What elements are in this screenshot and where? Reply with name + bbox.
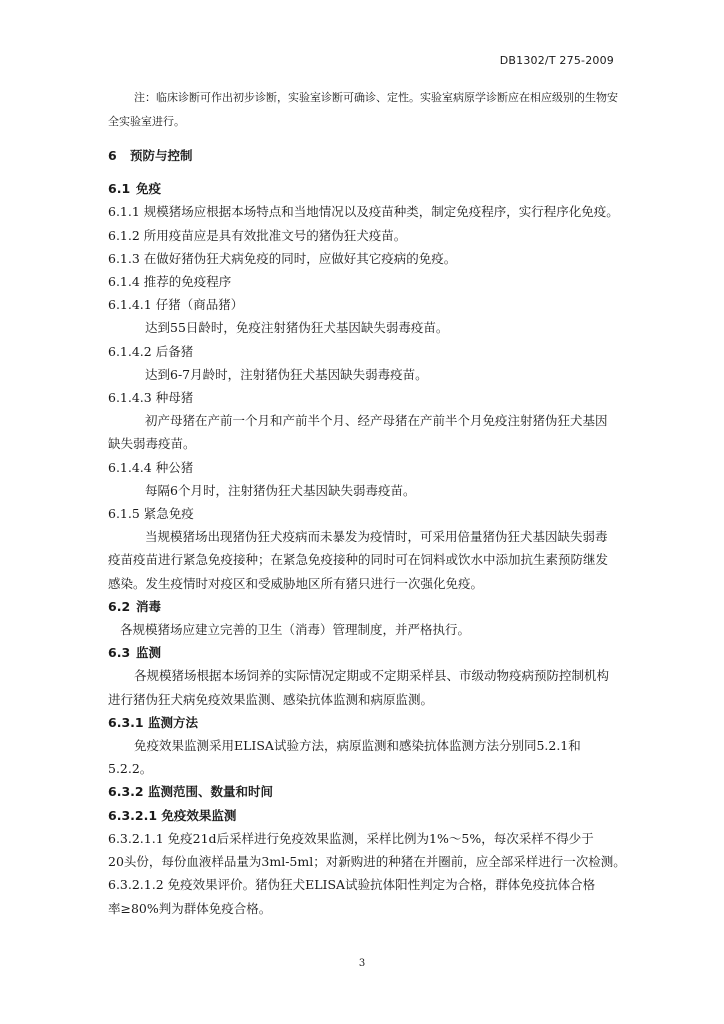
document-body bbox=[108, 86, 626, 920]
clause-6-1-5-body-1: 当规模猪场出现猪伪狂犬疫病而未暴发为疫情时，可采用倍量猪伪狂犬基因缺失弱毒 bbox=[145, 529, 608, 545]
section-6-3-1-number: 6.3.1 bbox=[108, 714, 144, 730]
section-6-3-body-2: 进行猪伪狂犬病免疫效果监测、感染抗体监测和病原监测。 bbox=[108, 691, 434, 707]
clause-6-1-4-1-title: 6.1.4.1 仔猪（商品猪） bbox=[108, 297, 244, 313]
clause-6-1-4-1-body: 达到55日龄时，免疫注射猪伪狂犬基因缺失弱毒疫苗。 bbox=[145, 320, 449, 336]
clause-6-1-5-body-2: 疫苗疫苗进行紧急免疫接种；在紧急免疫接种的同时可在饲料或饮水中添加抗生素预防继发 bbox=[108, 552, 609, 568]
clause-6-1-4-3-body-2: 缺失弱毒疫苗。 bbox=[108, 436, 196, 452]
note-line-2: 全实验室进行。 bbox=[108, 115, 185, 128]
section-6-3-1-heading bbox=[108, 711, 616, 734]
section-6-2-title: 消毒 bbox=[136, 598, 162, 614]
clause-6-1-4: 6.1.4 推荐的免疫程序 bbox=[108, 274, 232, 290]
section-6-2-number: 6.2 bbox=[108, 598, 131, 614]
clause-6-1-3: 6.1.3 在做好猪伪狂犬病免疫的同时，应做好其它疫病的免疫。 bbox=[108, 250, 457, 266]
clause-6-1-1: 6.1.1 规模猪场应根据本场特点和当地情况以及疫苗种类，制定免疫程序，实行程序化免疫。 bbox=[108, 204, 619, 220]
clause-6-1-4-3-title: 6.1.4.3 种母猪 bbox=[108, 390, 194, 406]
clause-6-1-4-4-body: 每隔6个月时，注射猪伪狂犬基因缺失弱毒疫苗。 bbox=[145, 482, 416, 498]
clause-6-1-5-body-3: 感染。发生疫情时对疫区和受威胁地区所有猪只进行一次强化免疫。 bbox=[108, 575, 484, 591]
section-6-title: 预防与控制 bbox=[130, 148, 193, 163]
document-code: DB1302/T 275-2009 bbox=[499, 54, 614, 67]
section-6-3-title: 监测 bbox=[136, 645, 162, 661]
section-6-number: 6 bbox=[108, 148, 117, 163]
section-6-2-heading bbox=[108, 595, 616, 618]
clause-6-1-4-2-body: 达到6-7月龄时，注射猪伪狂犬基因缺失弱毒疫苗。 bbox=[145, 366, 428, 382]
clause-6-1-5-title: 6.1.5 紧急免疫 bbox=[108, 506, 194, 522]
section-6-3-2-1-heading: 6.3.2.1 免疫效果监测 bbox=[108, 807, 237, 823]
section-6-3-1-title: 监测方法 bbox=[148, 714, 199, 730]
clause-6-3-2-1-1-line-1: 6.3.2.1.1 免疫21d后采样进行免疫效果监测，采样比例为1%～5%，每次采样不得少于 bbox=[108, 830, 594, 846]
clause-6-1-4-2-title: 6.1.4.2 后备猪 bbox=[108, 343, 194, 359]
section-6-3-1-body-2: 5.2.2。 bbox=[108, 761, 153, 777]
clause-6-1-4-4-title: 6.1.4.4 种公猪 bbox=[108, 459, 194, 475]
section-6-3-2-heading bbox=[108, 780, 616, 803]
section-6-3-2-number: 6.3.2 bbox=[108, 784, 144, 800]
clause-6-3-2-1-1-line-2: 20头份，每份血液样品量为3ml-5ml；对新购进的种猪在并圈前，应全部采样进行一次检测。 bbox=[108, 854, 626, 870]
section-6-2-body: 各规模猪场应建立完善的卫生（消毒）管理制度，并严格执行。 bbox=[120, 622, 471, 638]
section-6-3-body-1: 各规模猪场根据本场饲养的实际情况定期或不定期采样县、市级动物疫病预防控制机构 bbox=[134, 668, 610, 684]
clause-6-1-2: 6.1.2 所用疫苗应是具有效批准文号的猪伪狂犬疫苗。 bbox=[108, 227, 407, 243]
section-6-1-heading bbox=[108, 177, 616, 200]
clause-6-1-4-3-body-1: 初产母猪在产前一个月和产前半个月、经产母猪在产前半个月免疫注射猪伪狂犬基因 bbox=[145, 413, 608, 429]
section-6-1-title: 免疫 bbox=[136, 181, 162, 197]
section-6-3-1-body-1: 免疫效果监测采用ELISA试验方法，病原监测和感染抗体监测方法分别同5.2.1和 bbox=[134, 738, 581, 754]
clause-6-3-2-1-2-line-2: 率≥80%判为群体免疫合格。 bbox=[108, 900, 272, 916]
section-6-3-2-title: 监测范围、数量和时间 bbox=[148, 784, 274, 800]
page-number: 3 bbox=[358, 958, 366, 969]
section-6-1-number: 6.1 bbox=[108, 181, 131, 197]
section-6-3-heading bbox=[108, 641, 616, 664]
clause-6-3-2-1-2-line-1: 6.3.2.1.2 免疫效果评价。猪伪狂犬ELISA试验抗体阳性判定为合格，群体免疫抗体合格 bbox=[108, 877, 596, 893]
section-6-heading bbox=[108, 144, 616, 167]
note-line-1: 注：临床诊断可作出初步诊断，实验室诊断可确诊、定性。实验室病原学诊断应在相应级别的生物安 bbox=[134, 91, 618, 104]
section-6-3-number: 6.3 bbox=[108, 645, 131, 661]
